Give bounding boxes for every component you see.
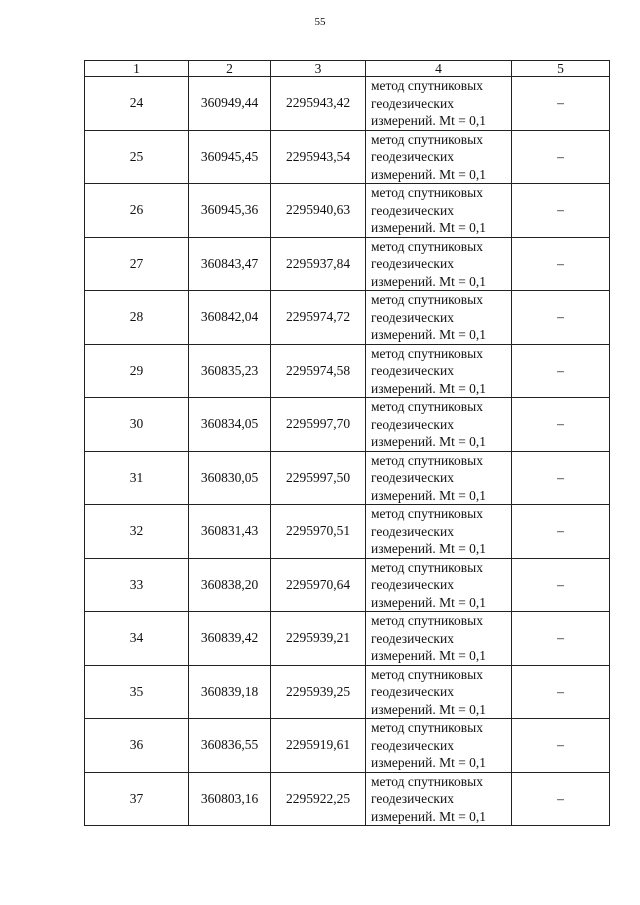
point-number-cell: 26 (85, 184, 189, 238)
table-row (85, 772, 610, 826)
method-line: геодезических (371, 577, 454, 592)
method-line: метод спутниковых (371, 185, 483, 200)
method-cell (366, 772, 512, 826)
method-cell (366, 558, 512, 612)
method-cell (366, 612, 512, 666)
y-coordinate-cell: 2295974,58 (271, 344, 366, 398)
method-line: метод спутниковых (371, 773, 483, 789)
y-coordinate-cell: 2295974,72 (271, 291, 366, 345)
method-line: геодезических (371, 149, 454, 164)
method-line: геодезических (371, 363, 454, 378)
x-coordinate-cell: 360843,47 (189, 237, 271, 291)
empty-mark-cell: – (512, 772, 610, 826)
method-cell (366, 398, 512, 452)
point-number-cell: 24 (85, 77, 189, 131)
method-cell (366, 665, 512, 719)
point-number-cell: 34 (85, 612, 189, 666)
point-number-cell: 25 (85, 130, 189, 184)
x-coordinate-cell: 360839,42 (189, 612, 271, 666)
empty-mark-cell: – (512, 558, 610, 612)
table-row (85, 398, 610, 452)
method-line: измерений. Mt = 0,1 (371, 701, 487, 717)
point-number-cell: 29 (85, 344, 189, 398)
x-coordinate-cell: 360945,36 (189, 184, 271, 238)
method-line: метод спутниковых (371, 131, 483, 147)
empty-mark-cell: – (512, 130, 610, 184)
table-row (85, 344, 610, 398)
empty-mark-cell: – (512, 451, 610, 505)
empty-mark-cell: – (512, 665, 610, 719)
y-coordinate-cell: 2295943,54 (271, 130, 366, 184)
y-coordinate-cell: 2295939,25 (271, 665, 366, 719)
table-row (85, 558, 610, 612)
column-header-2: 2 (189, 61, 271, 77)
x-coordinate-cell: 360835,23 (189, 344, 271, 398)
empty-mark-cell: – (512, 398, 610, 452)
method-cell (366, 184, 512, 238)
method-cell (366, 237, 512, 291)
x-coordinate-cell: 360831,43 (189, 505, 271, 559)
table-row (85, 612, 610, 666)
method-line: метод спутниковых (371, 78, 483, 93)
empty-mark-cell: – (512, 237, 610, 291)
method-cell (366, 451, 512, 505)
point-number-cell: 37 (85, 772, 189, 826)
x-coordinate-cell: 360803,16 (189, 772, 271, 826)
method-line: метод спутниковых (371, 666, 483, 682)
method-line: измерений. Mt = 0,1 (371, 648, 487, 663)
method-line: измерений. Mt = 0,1 (371, 273, 487, 289)
method-cell (366, 291, 512, 345)
method-line: метод спутниковых (371, 292, 483, 307)
y-coordinate-cell: 2295922,25 (271, 772, 366, 826)
method-line: геодезических (371, 95, 454, 111)
empty-mark-cell: – (512, 77, 610, 131)
method-line: геодезических (371, 791, 454, 806)
method-line: геодезических (371, 416, 454, 432)
column-header-4: 4 (366, 61, 512, 77)
method-line: геодезических (371, 737, 454, 753)
coordinates-table (84, 60, 610, 826)
method-cell (366, 719, 512, 773)
table-row (85, 130, 610, 184)
empty-mark-cell: – (512, 291, 610, 345)
x-coordinate-cell: 360945,45 (189, 130, 271, 184)
method-line: метод спутниковых (371, 345, 483, 361)
empty-mark-cell: – (512, 505, 610, 559)
table-row (85, 505, 610, 559)
method-line: измерений. Mt = 0,1 (371, 434, 487, 449)
x-coordinate-cell: 360830,05 (189, 451, 271, 505)
table-row (85, 451, 610, 505)
method-line: метод спутниковых (371, 559, 483, 575)
point-number-cell: 36 (85, 719, 189, 773)
point-number-cell: 27 (85, 237, 189, 291)
method-line: измерений. Mt = 0,1 (371, 327, 487, 342)
y-coordinate-cell: 2295943,42 (271, 77, 366, 131)
method-line: метод спутниковых (371, 238, 483, 254)
empty-mark-cell: – (512, 719, 610, 773)
y-coordinate-cell: 2295997,50 (271, 451, 366, 505)
x-coordinate-cell: 360834,05 (189, 398, 271, 452)
method-line: измерений. Mt = 0,1 (371, 755, 487, 770)
table-row (85, 184, 610, 238)
x-coordinate-cell: 360842,04 (189, 291, 271, 345)
x-coordinate-cell: 360839,18 (189, 665, 271, 719)
method-cell (366, 77, 512, 131)
method-cell (366, 130, 512, 184)
method-line: измерений. Mt = 0,1 (371, 166, 487, 182)
x-coordinate-cell: 360838,20 (189, 558, 271, 612)
y-coordinate-cell: 2295919,61 (271, 719, 366, 773)
y-coordinate-cell: 2295937,84 (271, 237, 366, 291)
method-line: геодезических (371, 202, 454, 218)
x-coordinate-cell: 360836,55 (189, 719, 271, 773)
method-line: метод спутниковых (371, 613, 483, 628)
column-header-5: 5 (512, 61, 610, 77)
y-coordinate-cell: 2295970,64 (271, 558, 366, 612)
y-coordinate-cell: 2295939,21 (271, 612, 366, 666)
method-line: измерений. Mt = 0,1 (371, 487, 487, 503)
method-line: геодезических (371, 256, 454, 271)
method-line: метод спутниковых (371, 506, 483, 521)
method-line: метод спутниковых (371, 399, 483, 414)
table-row (85, 665, 610, 719)
method-line: геодезических (371, 523, 454, 539)
empty-mark-cell: – (512, 344, 610, 398)
column-header-3: 3 (271, 61, 366, 77)
table-body (85, 77, 610, 826)
method-line: геодезических (371, 309, 454, 325)
method-cell (366, 505, 512, 559)
method-line: метод спутниковых (371, 452, 483, 468)
x-coordinate-cell: 360949,44 (189, 77, 271, 131)
point-number-cell: 35 (85, 665, 189, 719)
method-line: измерений. Mt = 0,1 (371, 541, 487, 556)
method-line: измерений. Mt = 0,1 (371, 220, 487, 235)
point-number-cell: 33 (85, 558, 189, 612)
table-row (85, 77, 610, 131)
point-number-cell: 28 (85, 291, 189, 345)
table-row (85, 237, 610, 291)
empty-mark-cell: – (512, 612, 610, 666)
table-row (85, 291, 610, 345)
method-line: измерений. Mt = 0,1 (371, 380, 487, 396)
method-line: геодезических (371, 684, 454, 699)
method-line: измерений. Mt = 0,1 (371, 808, 487, 824)
method-line: измерений. Mt = 0,1 (371, 594, 487, 610)
method-line: геодезических (371, 630, 454, 646)
method-cell (366, 344, 512, 398)
table-header-row (85, 61, 610, 77)
page-number: 55 (314, 16, 326, 28)
table-row (85, 719, 610, 773)
method-line: метод спутниковых (371, 720, 483, 735)
method-line: измерений. Mt = 0,1 (371, 113, 487, 128)
point-number-cell: 31 (85, 451, 189, 505)
y-coordinate-cell: 2295970,51 (271, 505, 366, 559)
empty-mark-cell: – (512, 184, 610, 238)
column-header-1: 1 (85, 61, 189, 77)
point-number-cell: 30 (85, 398, 189, 452)
y-coordinate-cell: 2295997,70 (271, 398, 366, 452)
y-coordinate-cell: 2295940,63 (271, 184, 366, 238)
point-number-cell: 32 (85, 505, 189, 559)
method-line: геодезических (371, 470, 454, 485)
